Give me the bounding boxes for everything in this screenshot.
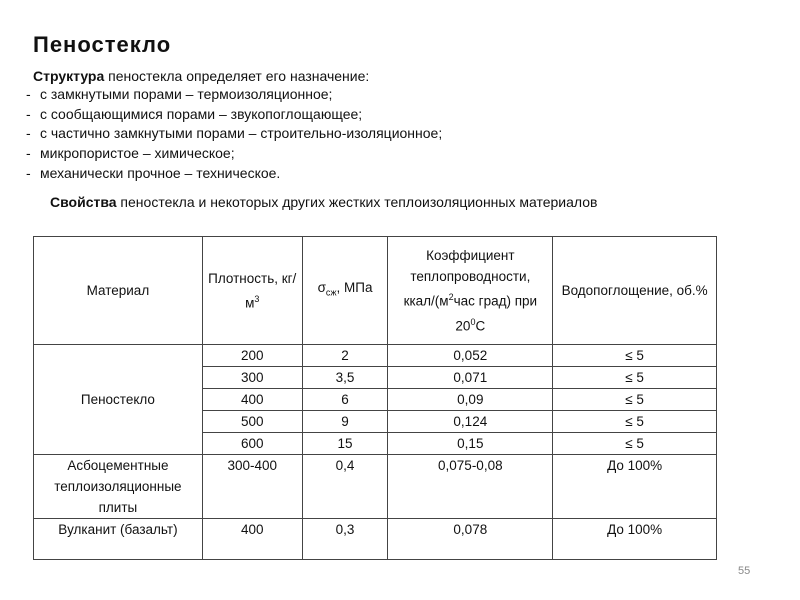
cell-density: 400 [202,519,302,560]
cell-density: 400 [202,389,302,411]
purpose-list [26,85,442,184]
cell-material: Вулканит (базальт) [34,519,203,560]
list-item: - с замкнутыми порами – термоизоляционное; [26,86,333,102]
intro-rest: пеностекла определяет его назначение: [104,68,370,84]
cell-strength: 2 [302,345,388,367]
table-row [34,519,717,560]
cell-conductivity: 0,078 [388,519,553,560]
page-number: 55 [738,565,751,577]
intro-text [33,66,369,86]
header-strength: $\sigma_{сж}$, МПа [302,237,388,345]
cell-strength: 3,5 [302,367,388,389]
cell-strength: 15 [302,433,388,455]
cell-conductivity: 0,071 [388,367,553,389]
cell-conductivity: 0,09 [388,389,553,411]
header-density: Плотность, $кг/м^3$ [202,237,302,345]
header-absorption: Водопоглощение, об.% [553,237,717,345]
list-item: - с сообщающимися порами – звукопоглощающее; [26,105,363,122]
cell-absorption: ≤ 5 [553,367,717,389]
foam-glass-label: Пеностекло [34,345,203,455]
cell-conductivity: 0,052 [388,345,553,367]
cell-absorption: ≤ 5 [553,433,717,455]
cell-density: 600 [202,433,302,455]
slide-title: Пеностекло [33,32,172,57]
table-header-row [34,237,717,345]
cell-strength: 0,4 [302,455,388,519]
header-material: Материал [34,237,203,345]
list-item: - механически прочное – техническое. [26,164,281,181]
caption-bold: Свойства [50,194,117,210]
cell-strength: 6 [302,389,388,411]
table-row [34,455,717,519]
header-conductivity: Коэффициент теплопроводности, ккал/($м^2час$ град) при $20^0С$ [388,237,553,345]
cell-density: 300 [202,367,302,389]
properties-table [33,236,717,560]
caption-rest: пеностекла и некоторых других жестких теплоизоляционных материалов [116,194,598,210]
list-item: - микропористое – химическое; [26,145,235,162]
cell-absorption: До 100% [553,519,717,560]
cell-absorption: До 100% [553,455,717,519]
cell-strength: 9 [302,411,388,433]
table-caption [50,192,660,212]
cell-density: 500 [202,411,302,433]
list-item: - с частично замкнутыми порами – строительно-изоляционное; [26,125,443,142]
cell-absorption: ≤ 5 [553,345,717,367]
cell-conductivity: 0,075-0,08 [388,455,553,519]
cell-absorption: ≤ 5 [553,411,717,433]
cell-strength: 0,3 [302,519,388,560]
cell-density: 200 [202,345,302,367]
cell-material: Асбоцементные теплоизоляционные плиты [34,455,203,519]
cell-absorption: ≤ 5 [553,389,717,411]
intro-bold: Структура [33,68,105,84]
cell-conductivity: 0,124 [388,411,553,433]
cell-conductivity: 0,15 [388,433,553,455]
table-row [34,345,717,367]
cell-density: 300-400 [202,455,302,519]
